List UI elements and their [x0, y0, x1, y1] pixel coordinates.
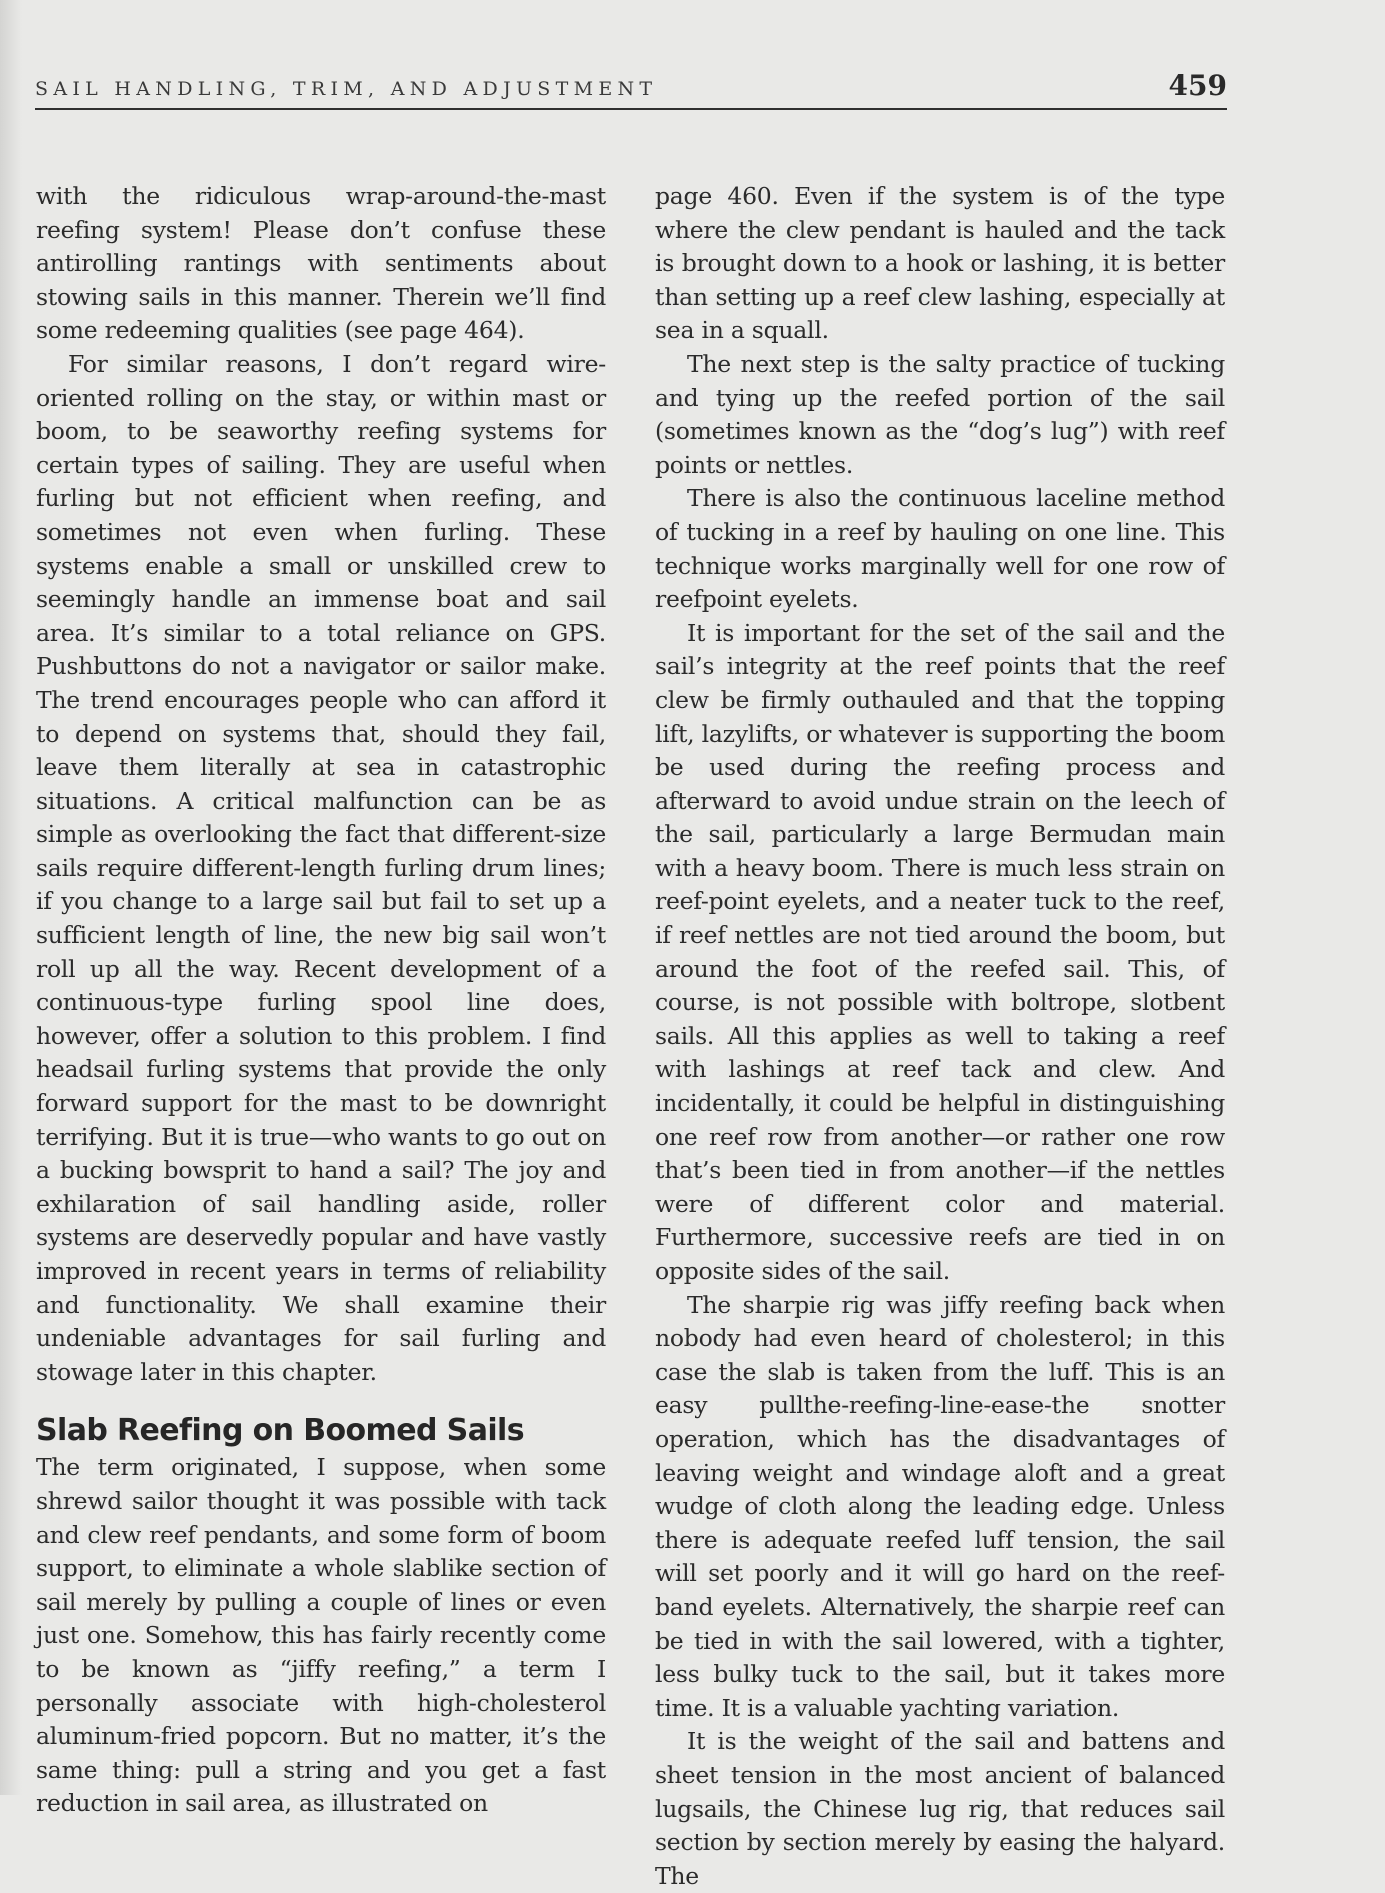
- page-edge-shadow: [0, 0, 22, 1795]
- paragraph: It is important for the set of the sail and the sail’s integrity at the reef points that the reef clew be firmly outhauled and that the topping lift, lazylifts, or whatever is supporting the boom be used during the reefing process and afterward to avoid undue strain on the leech of the sail, particularly a large Bermudan main with a heavy boom. There is much less strain on reef-point eyelets, and a neater tuck to the reef, if reef nettles are not tied around the boom, but around the foot of the reefed sail. This, of course, is not possible with boltrope, slotbent sails. All this applies as well to taking a reef with lashings at reef tack and clew. And incidentally, it could be helpful in distinguishing one reef row from another—or rather one row that’s been tied in from another—if the nettles were of different color and material. Furthermore, successive reefs are tied in on opposite sides of the sail.: [655, 618, 1225, 1285]
- paragraph: with the ridiculous wrap-around-the-mast reefing system! Please don’t confuse these antirolling rantings with sentiments about stowing sails in this manner. Therein we’ll find some redeeming qualities (see page 464).: [36, 182, 606, 345]
- right-column: [655, 180, 1225, 1893]
- page-number: 459: [1168, 69, 1227, 102]
- paragraph: page 460. Even if the system is of the type where the clew pendant is hauled and the tack is brought down to a hook or lashing, it is better than setting up a reef clew lashing, especially at sea in a squall.: [655, 182, 1225, 345]
- paragraph: The term originated, I suppose, when some shrewd sailor thought it was possible with tack and clew reef pendants, and some form of boom support, to eliminate a whole slablike section of sail merely by pulling a couple of lines or even just one. Somehow, this has fairly recently come to be known as “jiffy reefing,” a term I personally associate with high-cholesterol aluminum-fried popcorn. But no matter, it’s the same thing: pull a string and you get a fast reduction in sail area, as illustrated on: [36, 1453, 606, 1818]
- paragraph: The next step is the salty practice of tucking and tying up the reefed portion of the sail (sometimes known as the “dog’s lug”) with reef points or nettles.: [655, 349, 1225, 479]
- left-column: [36, 180, 606, 1821]
- running-header: [35, 64, 1227, 110]
- paragraph: There is also the continuous laceline method of tucking in a reef by hauling on one line. This technique works marginally well for one row of reefpoint eyelets.: [655, 484, 1225, 614]
- paragraph: It is the weight of the sail and battens and sheet tension in the most ancient of balanced lugsails, the Chinese lug rig, that reduces sail section by section merely by easing the halyard. The: [655, 1727, 1225, 1890]
- running-title: SAIL HANDLING, TRIM, AND ADJUSTMENT: [35, 78, 658, 100]
- section-heading: Slab Reefing on Boomed Sails: [36, 1413, 524, 1449]
- paragraph: For similar reasons, I don’t regard wire-oriented rolling on the stay, or within mast or boom, to be seaworthy reefing systems for certain types of sailing. They are useful when furling but not efficient when reefing, and sometimes not even when furling. These systems enable a small or unskilled crew to seemingly handle an immense boat and sail area. It’s similar to a total reliance on GPS. Pushbuttons do not a navigator or sailor make. The trend encourages people who can afford it to depend on systems that, should they fail, leave them literally at sea in catastrophic situations. A critical malfunction can be as simple as overlooking the fact that different-size sails require different-length furling drum lines; if you change to a large sail but fail to set up a sufficient length of line, the new big sail won’t roll up all the way. Recent development of a continuous-type furling spool line does, however, offer a solution to this problem. I find headsail furling systems that provide the only forward support for the mast to be downright terrifying. But it is true—who wants to go out on a bucking bowsprit to hand a sail? The joy and exhilaration of sail handling aside, roller systems are deservedly popular and have vastly improved in recent years in terms of reliability and functionality. We shall examine their undeniable advantages for sail furling and stowage later in this chapter.: [36, 349, 606, 1386]
- paragraph: The sharpie rig was jiffy reefing back when nobody had even heard of cholesterol; in this case the slab is taken from the luff. This is an easy pullthe-reefing-line-ease-the snotter operation, which has the disadvantages of leaving weight and windage aloft and a great wudge of cloth along the leading edge. Unless there is adequate reefed luff tension, the sail will set poorly and it will go hard on the reef-band eyelets. Alternatively, the sharpie reef can be tied in with the sail lowered, with a tighter, less bulky tuck to the sail, but it takes more time. It is a valuable yachting variation.: [655, 1290, 1225, 1722]
